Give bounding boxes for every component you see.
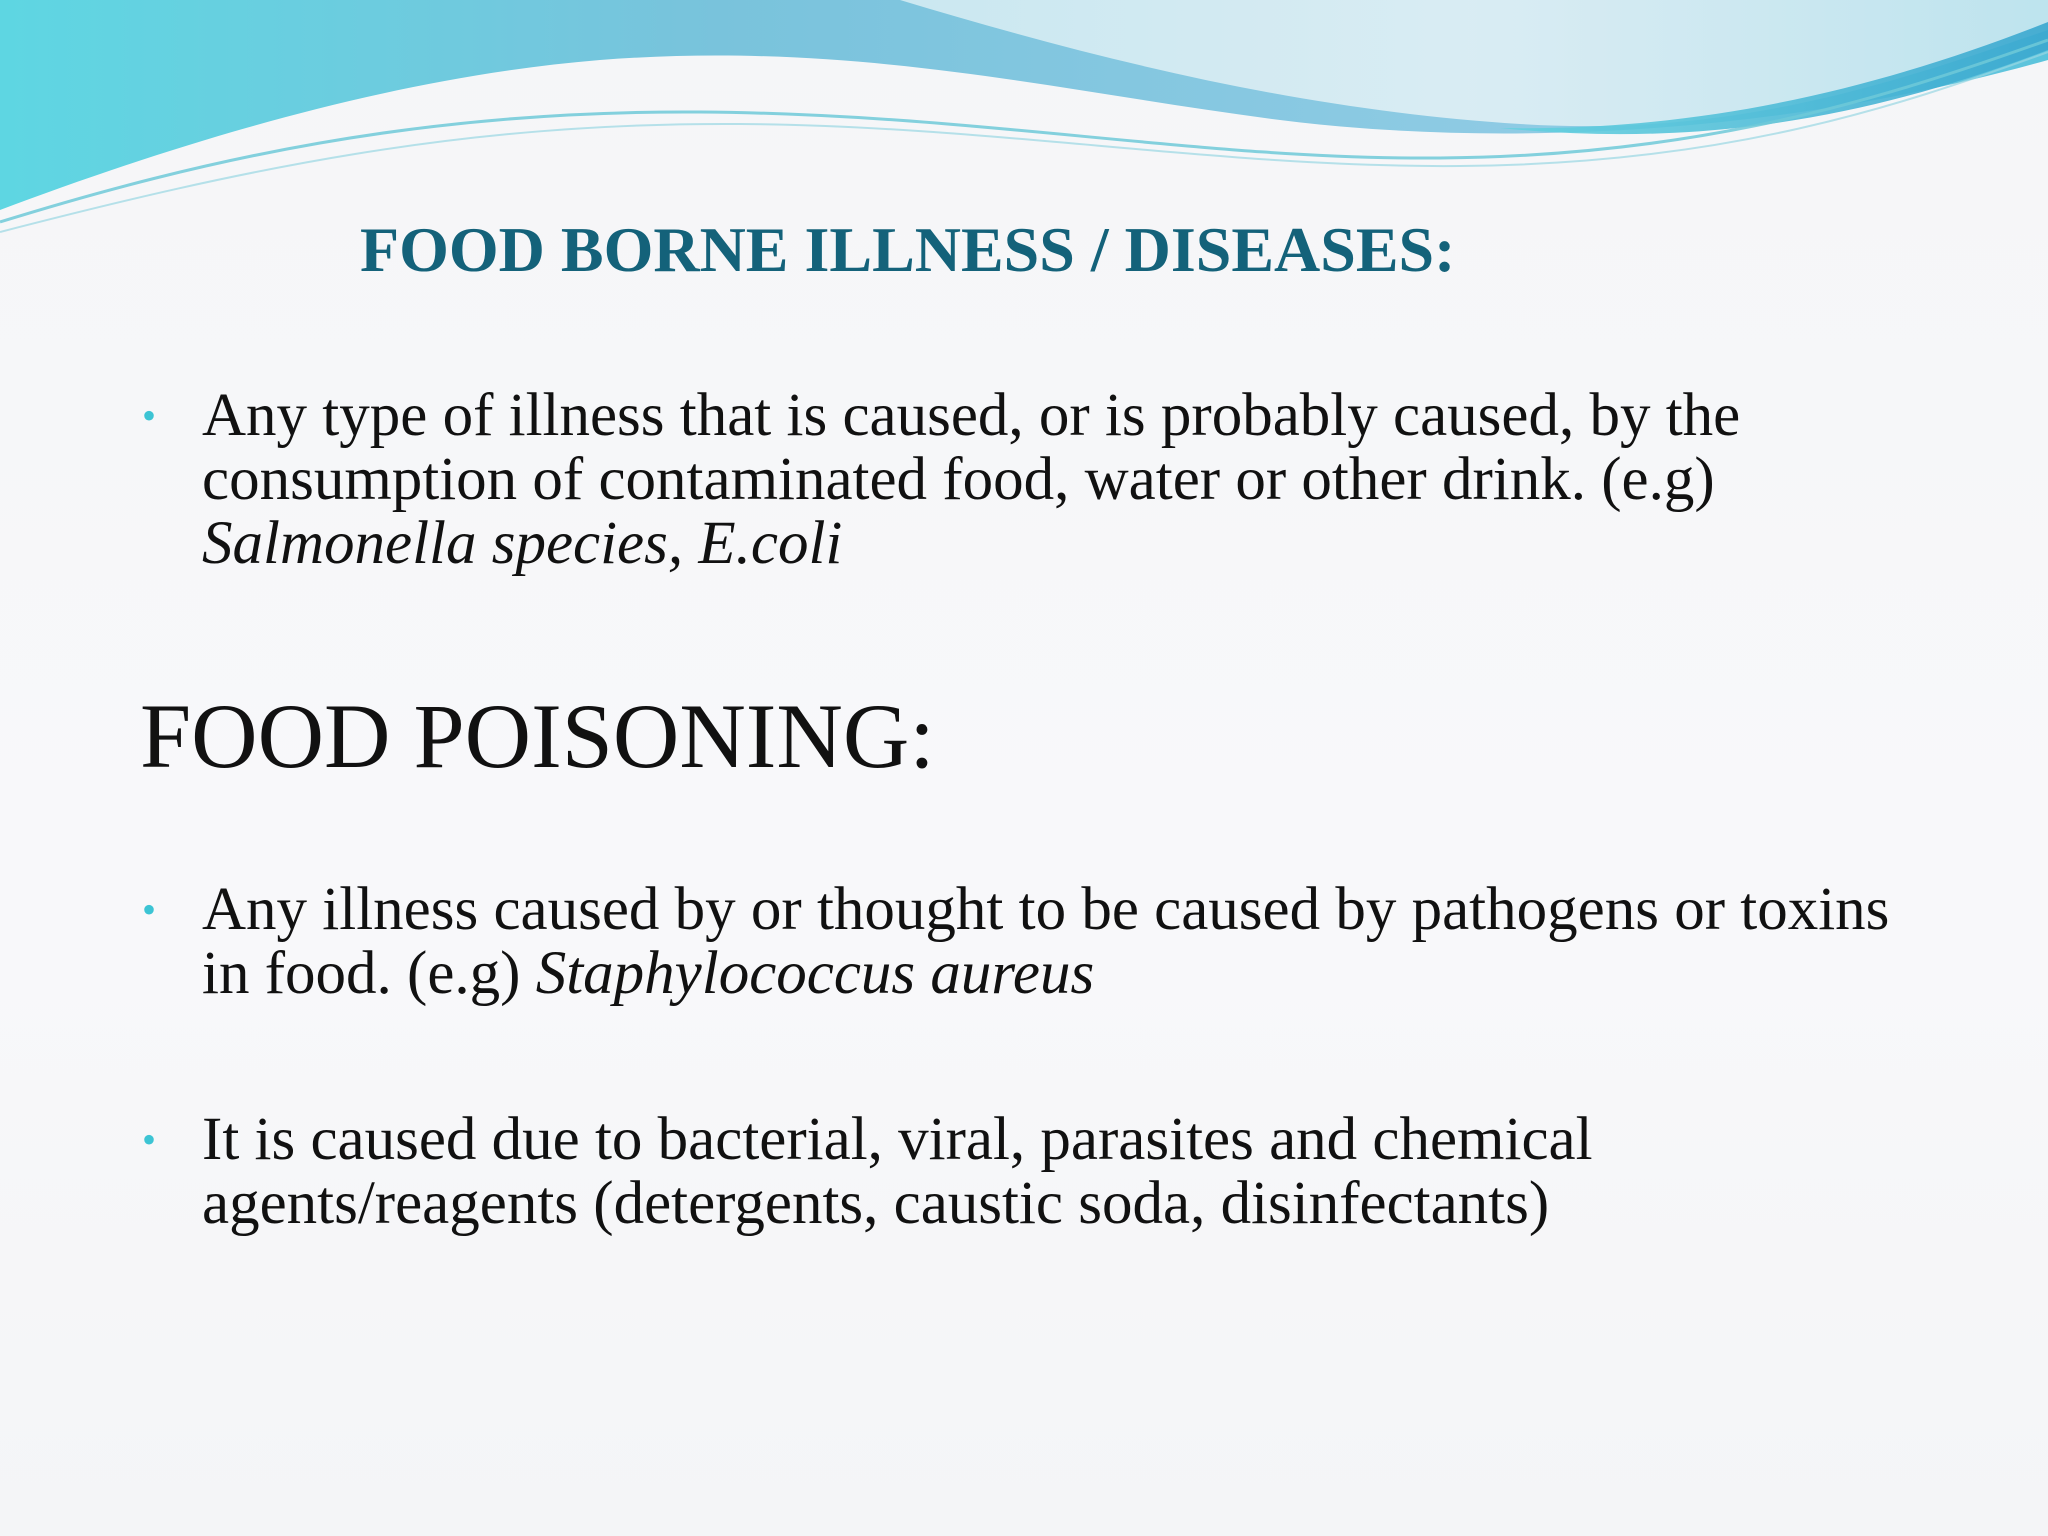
bullet-example-italic: Salmonella species, E.coli: [202, 510, 843, 577]
bullet-dot-icon: •: [142, 887, 157, 932]
bullet-poisoning-causes: [140, 1108, 1900, 1236]
bullet-example-italic: Staphylococcus aureus: [535, 940, 1095, 1007]
bullet-text: Any type of illness that is caused, or is probably caused, by the consumption of contaminated food, water or other drink. (e.g): [202, 382, 1741, 513]
bullet-dot-icon: •: [142, 1117, 157, 1162]
bullet-dot-icon: •: [142, 393, 157, 438]
bullet-text: Any illness caused by or thought to be caused by pathogens or toxins in food. (e.g): [202, 876, 1890, 1007]
slide-title: FOOD BORNE ILLNESS / DISEASES:: [360, 214, 1456, 285]
section-subtitle: FOOD POISONING:: [140, 685, 935, 787]
bullet-poisoning-definition: [140, 878, 1900, 1006]
bullet-foodborne-definition: [140, 384, 1900, 576]
bullet-text: It is caused due to bacterial, viral, parasites and chemical agents/reagents (detergents, caustic soda, disinfectants): [202, 1106, 1593, 1237]
